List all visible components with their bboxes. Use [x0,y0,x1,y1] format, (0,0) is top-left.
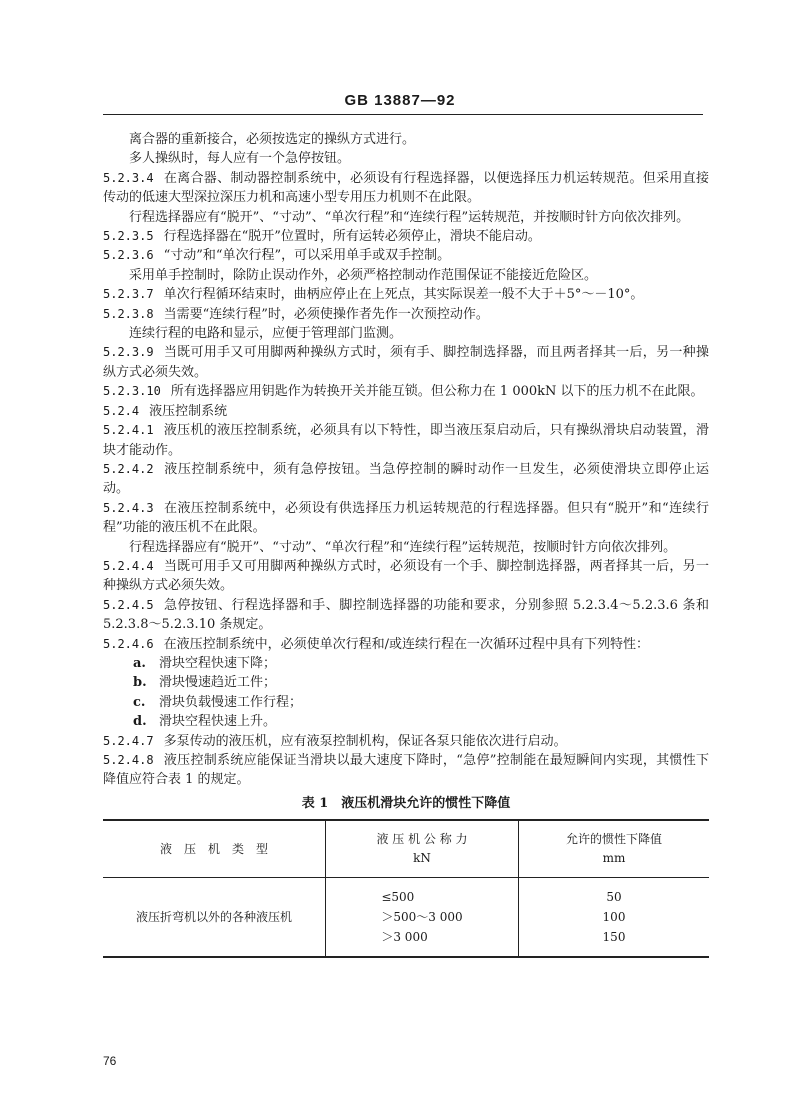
paragraph-list [103,130,709,654]
paragraph-text: 在液压控制系统中，必须设有供选择压力机运转规范的行程选择器。但只有“脱开”和“连续行程”功能的液压机不在此限。 [103,500,709,536]
paragraph [103,732,709,751]
header-type: 液 压 机 类 型 [103,820,326,878]
clause-number: 5.2.4.4 [103,558,154,573]
paragraph-text: 多人操纵时，每人应有一个急停按钮。 [129,151,351,167]
clause-number: 5.2.4 [103,403,140,418]
paragraph-text: “寸动”和“单次行程”，可以采用单手或双手控制。 [163,248,451,264]
paragraph-text: 离合器的重新接合，必须按选定的操纵方式进行。 [129,132,416,147]
paragraph-text: 行程选择器在“脱开”位置时，所有运转必须停止，滑块不能启动。 [163,229,541,245]
list-item-label: a. [133,655,146,671]
cell-force [326,878,519,958]
list-item-label: b. [133,675,147,691]
paragraph [103,538,709,557]
list-item-label: c. [133,694,146,710]
paragraph [103,208,709,227]
paragraph [103,557,709,596]
clause-number: 5.2.3.6 [103,248,154,263]
table-header-row [103,820,709,878]
paragraph-text: 行程选择器应有“脱开”、“寸动”、“单次行程”和“连续行程”运转规范，并按顺时针方向依次排列。 [129,209,690,225]
paragraph [103,635,709,654]
paragraph-text: 在液压控制系统中，必须使单次行程和/或连续行程在一次循环过程中具有下列特性： [163,636,649,652]
paragraph-text: 当既可用手又可用脚两种操纵方式时，必须设有一个手、脚控制选择器，两者择其一后，另一种操纵方式必须失效。 [103,558,709,594]
list-item [103,673,709,692]
list-item-label: d. [133,714,147,730]
paragraph [103,266,709,285]
paragraph-text: 液压控制系统应能保证当滑块以最大速度下降时，“急停”控制能在最短瞬间内实现，其惯性下降值应符合表 1 的规定。 [103,753,709,788]
paragraph [103,499,709,538]
paragraph-text: 急停按钮、行程选择器和手、脚控制选择器的功能和要求，分别参照 5.2.3.4～5.2.3.6 条和 5.2.3.8～5.2.3.10 条规定。 [103,597,709,633]
list-item [103,654,709,673]
cell-type: 液压折弯机以外的各种液压机 [135,909,292,924]
value-1: 50 [606,890,622,905]
force-3: ＞3 000 [381,930,428,945]
clause-number: 5.2.4.2 [103,461,154,476]
characteristics-list [103,654,709,732]
paragraph-text: 当需要“连续行程”时，必须使操作者先作一次预控动作。 [163,306,489,322]
paragraph-text: 所有选择器应用钥匙作为转换开关并能互锁。但公称力在 1 000kN 以下的压力机不在此限。 [170,384,704,400]
paragraph [103,324,709,343]
header-rule [103,114,703,115]
clause-number: 5.2.4.3 [103,500,154,515]
table-title: 表 1 液压机滑块允许的惯性下降值 [301,795,511,811]
header-force: 液 压 机 公 称 力 kN [326,820,519,878]
list-item-text: 滑块负载慢速工作行程； [159,694,303,710]
paragraph-text: 液压控制系统中，须有急停按钮。当急停控制的瞬时动作一旦发生，必须使滑块立即停止运动。 [103,461,709,497]
value-3: 150 [602,930,626,945]
paragraph-text: 连续行程的电路和显示，应便于管理部门监测。 [129,326,403,342]
list-item [103,712,709,731]
paragraph-text: 单次行程循环结束时，曲柄应停止在上死点，其实际误差一般不大于＋5°～－10°。 [163,287,644,303]
paragraph-text: 当既可用手又可用脚两种操纵方式时，须有手、脚控制选择器，而且两者择其一后，另一种操纵方式必须失效。 [103,345,709,380]
list-item-text: 滑块慢速趋近工件； [159,675,277,691]
paragraph [103,402,709,421]
paragraph [103,130,709,149]
paragraph-text: 液压机的液压控制系统，必须具有以下特性，即当液压泵启动后，只有操纵滑块启动装置，滑块才能动作。 [103,423,709,458]
page-body [103,130,709,958]
paragraph [103,421,709,460]
value-2: 100 [602,910,626,925]
paragraph-text: 行程选择器应有“脱开”、“寸动”、“单次行程”和“连续行程”运转规范，按顺时针方向依次排列。 [129,539,677,555]
clause-number: 5.2.3.7 [103,287,154,302]
clause-number: 5.2.4.5 [103,597,154,612]
paragraph-text: 采用单手控制时，除防止误动作外，必须严格控制动作范围保证不能接近危险区。 [129,267,598,283]
table-row [103,878,709,958]
clause-number: 5.2.3.5 [103,229,154,244]
paragraph [103,285,709,304]
paragraph [103,246,709,265]
clause-number: 5.2.3.8 [103,306,154,321]
paragraph-text: 液压控制系统 [149,403,228,419]
clause-number: 5.2.4.6 [103,636,154,651]
paragraph [103,596,709,635]
paragraph [103,169,709,208]
document-header: GB 13887—92 [344,92,456,109]
cell-value [519,878,710,958]
inertia-table [103,819,709,958]
paragraph-text: 多泵传动的液压机，应有液泵控制机构，保证各泵只能依次进行启动。 [163,733,567,749]
paragraph [103,382,709,401]
header-value: 允许的惯性下降值 mm [519,820,710,878]
clause-number: 5.2.4.1 [103,423,154,438]
paragraph [103,227,709,246]
list-item-text: 滑块空程快速上升。 [159,714,277,730]
force-1: ≤500 [381,890,415,905]
clause-number: 5.2.4.8 [103,753,154,767]
paragraph [103,460,709,499]
paragraph [103,305,709,324]
clause-number: 5.2.3.4 [103,170,154,185]
clause-number: 5.2.3.9 [103,345,154,360]
page-number: 76 [103,1054,117,1068]
paragraph-text: 在离合器、制动器控制系统中，必须设有行程选择器，以便选择压力机运转规范。但采用直接传动的低速大型深拉深压力机和高速小型专用压力机则不在此限。 [103,170,709,206]
list-item-text: 滑块空程快速下降； [159,655,277,671]
paragraph-list-after [103,732,709,790]
list-item [103,693,709,712]
force-2: ＞500～3 000 [381,910,463,925]
paragraph [103,149,709,168]
clause-number: 5.2.3.10 [103,384,161,399]
clause-number: 5.2.4.7 [103,733,154,748]
paragraph [103,751,709,790]
paragraph [103,343,709,382]
